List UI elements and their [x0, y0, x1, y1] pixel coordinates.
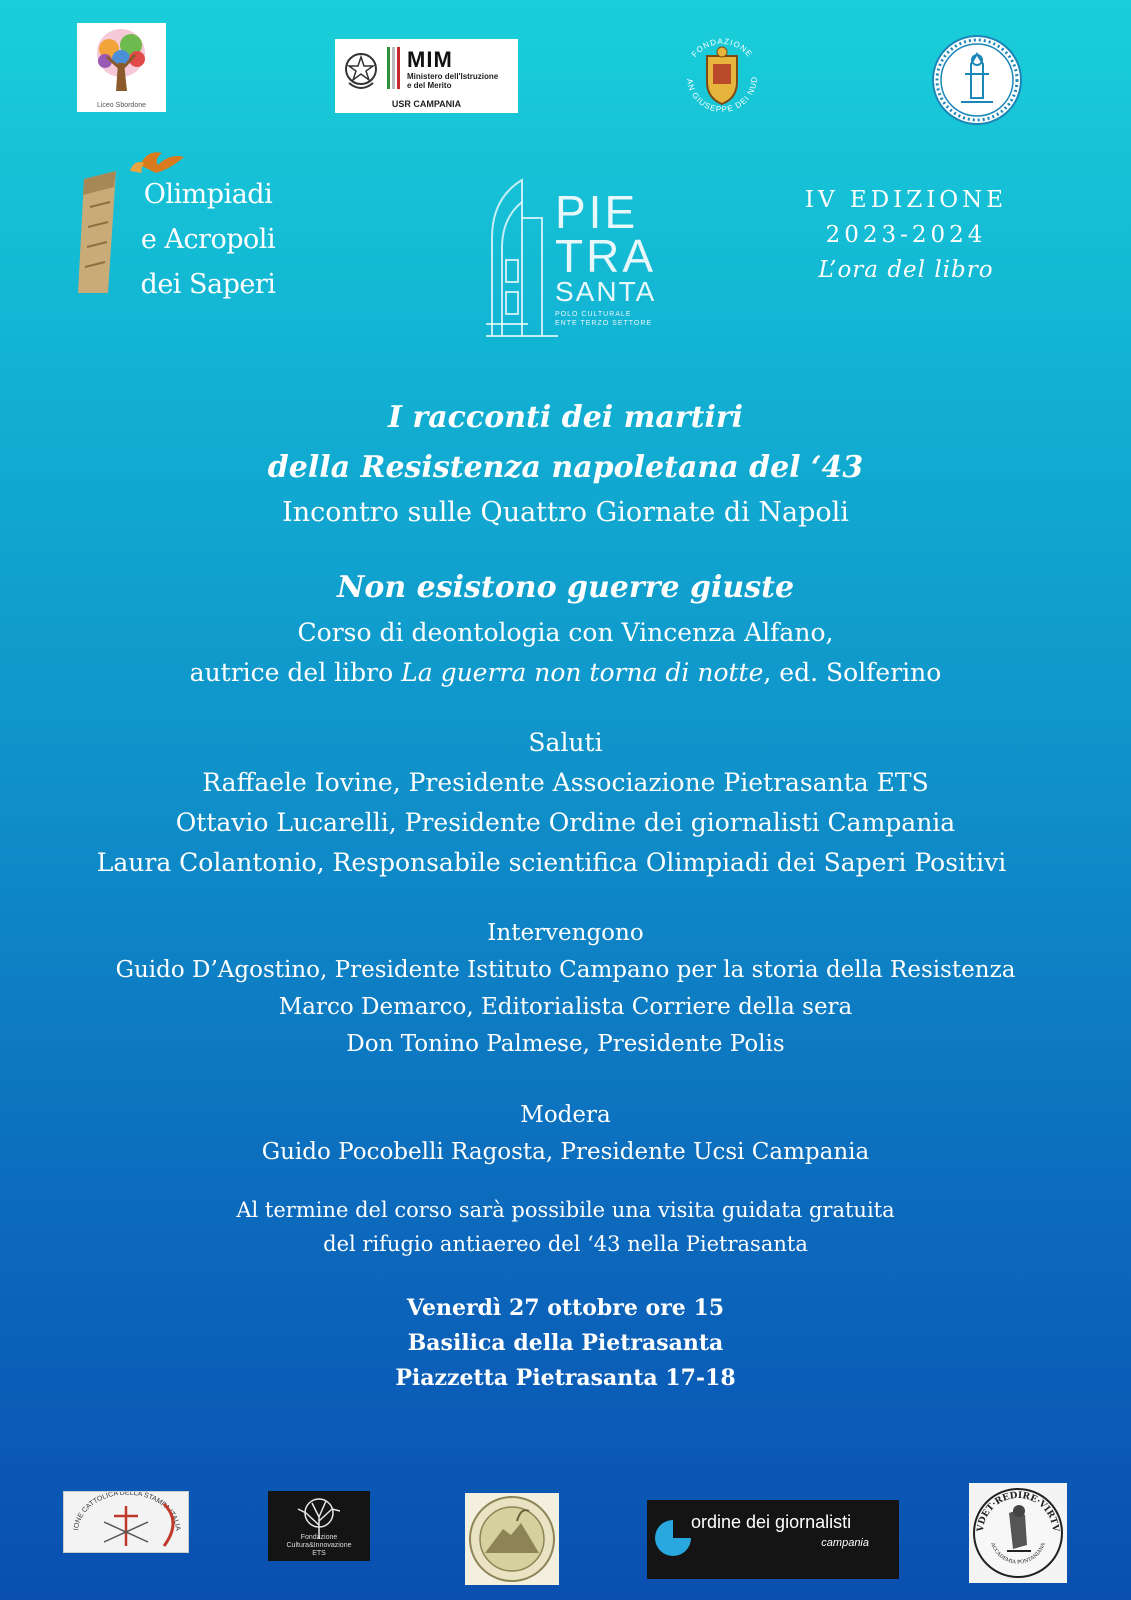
course-line-2 — [0, 653, 1131, 693]
ucsi-text: IONE CATTOLICA DELLA STAMPA ITALIA — [73, 1492, 182, 1532]
bell-tower-icon — [482, 168, 562, 338]
olimpiadi-wordmark — [138, 172, 278, 307]
book-title: La guerra non torna di notte — [401, 658, 764, 687]
edition-years: 2023-2024 — [825, 222, 987, 248]
mim-subtitle-1: Ministero dell'Istruzione — [407, 72, 499, 81]
pietrasanta-sub-2: ENTE TERZO SETTORE — [555, 320, 653, 327]
coat-of-arms-icon — [677, 32, 767, 122]
pietrasanta-line-3: SANTA — [555, 276, 657, 307]
pietrasanta-wordmark — [555, 186, 657, 328]
event-title-line-2: della Resistenza napoletana del ‘43 — [267, 450, 864, 485]
flag-bars-icon — [387, 47, 401, 89]
mim-region: USR CAMPANIA — [391, 99, 462, 109]
saluti-item-1: Raffaele Iovine, Presidente Associazione Pietrasanta ETS — [202, 768, 929, 797]
pietrasanta-sub-1: POLO CULTURALE — [555, 311, 632, 318]
visit-line-2: del rifugio antiaereo del ‘43 nella Pietrasanta — [323, 1232, 808, 1256]
event-address: Piazzetta Pietrasanta 17-18 — [395, 1365, 736, 1391]
ordine-giornalisti-logo — [647, 1500, 899, 1579]
liceo-sbordone-logo — [77, 23, 166, 112]
intervengono-item-1: Guido D’Agostino, Presidente Istituto Campano per la storia della Resistenza — [115, 957, 1016, 983]
fondazione-caption-3: ETS — [312, 1550, 326, 1557]
odg-name: ordine dei giornalisti — [691, 1512, 852, 1532]
fondazione-caption — [268, 1534, 370, 1558]
fondazione-caption-1: Fondazione — [300, 1534, 338, 1541]
republic-emblem-icon — [343, 49, 379, 93]
fondazione-arc-top: FONDAZIONE — [689, 36, 755, 59]
seal-icon — [931, 34, 1023, 126]
saluti-item-2: Ottavio Lucarelli, Presidente Ordine dei giornalisti Campania — [175, 808, 956, 837]
event-place: Basilica della Pietrasanta — [407, 1330, 724, 1356]
course-line-2-post: , ed. Solferino — [763, 658, 942, 687]
event-details — [0, 393, 1131, 1396]
intervengono-item-2: Marco Demarco, Editorialista Corriere della sera — [278, 994, 853, 1020]
tree-icon — [77, 23, 166, 98]
intervengono-item-3: Don Tonino Palmese, Presidente Polis — [346, 1031, 785, 1057]
course-line-1: Corso di deontologia con Vincenza Alfano, — [297, 618, 834, 647]
fondazione-san-giuseppe-logo — [677, 32, 767, 122]
olimpiadi-line-3: dei Saperi — [140, 269, 276, 300]
ucsi-logo — [63, 1491, 189, 1553]
sbordone-caption: Liceo Sbordone — [96, 102, 147, 109]
saluti-heading: Saluti — [528, 728, 603, 757]
vesuvius-seal-logo — [465, 1493, 559, 1585]
visit-line-1: Al termine del corso sarà possibile una visita guidata gratuita — [236, 1198, 895, 1222]
audet-motto: VDET·REDIRE·VIRTV — [975, 1490, 1061, 1533]
event-date: Venerdì 27 ottobre ore 15 — [406, 1295, 725, 1321]
saluti-item-3: Laura Colantonio, Responsabile scientifica Olimpiadi dei Saperi Positivi — [96, 848, 1007, 877]
audet-subtitle: ACCADEMIA PONTANIANA — [989, 1542, 1047, 1566]
olimpiadi-line-2: e Acropoli — [140, 224, 276, 255]
intervengono-heading: Intervengono — [487, 920, 644, 946]
olimpiadi-line-1: Olimpiadi — [143, 179, 273, 210]
edition-block — [776, 183, 1036, 288]
mim-logo — [335, 39, 518, 113]
university-seal-logo — [931, 34, 1023, 126]
mim-subtitle-2: e del Merito — [407, 81, 452, 90]
event-title-line-1: I racconti dei martiri — [387, 400, 744, 435]
ucsi-cross-icon — [64, 1492, 188, 1552]
course-line-2-pre: autrice del libro — [189, 658, 402, 687]
tree-icon — [294, 1497, 344, 1539]
accademia-seal-icon — [969, 1483, 1067, 1583]
mim-title: MIM — [407, 47, 453, 72]
fondazione-arc-bottom: AN GIUSEPPE DEI NUD — [684, 75, 760, 115]
modera-name: Guido Pocobelli Ragosta, Presidente Ucsi Campania — [261, 1139, 870, 1165]
course-title: Non esistono guerre giuste — [336, 570, 795, 605]
edition-number: IV EDIZIONE — [804, 187, 1008, 213]
odg-circle-icon — [653, 1518, 693, 1558]
pietrasanta-line-1: PIE — [555, 186, 639, 238]
modera-heading: Modera — [520, 1102, 611, 1128]
event-subtitle: Incontro sulle Quattro Giornate di Napoli — [282, 497, 849, 528]
pietrasanta-line-2: TRA — [555, 230, 656, 282]
vesuvius-seal-icon — [465, 1493, 559, 1585]
fondazione-cultura-logo — [268, 1491, 370, 1561]
accademia-pontaniana-logo — [969, 1483, 1067, 1583]
odg-region: campania — [821, 1537, 869, 1549]
edition-tagline: L’ora del libro — [818, 257, 994, 283]
svg-text:UNIONE CATTOLICA DELLA STAMPA — [64, 1492, 181, 1531]
fondazione-caption-2: Cultura&Innovazione — [286, 1542, 352, 1549]
